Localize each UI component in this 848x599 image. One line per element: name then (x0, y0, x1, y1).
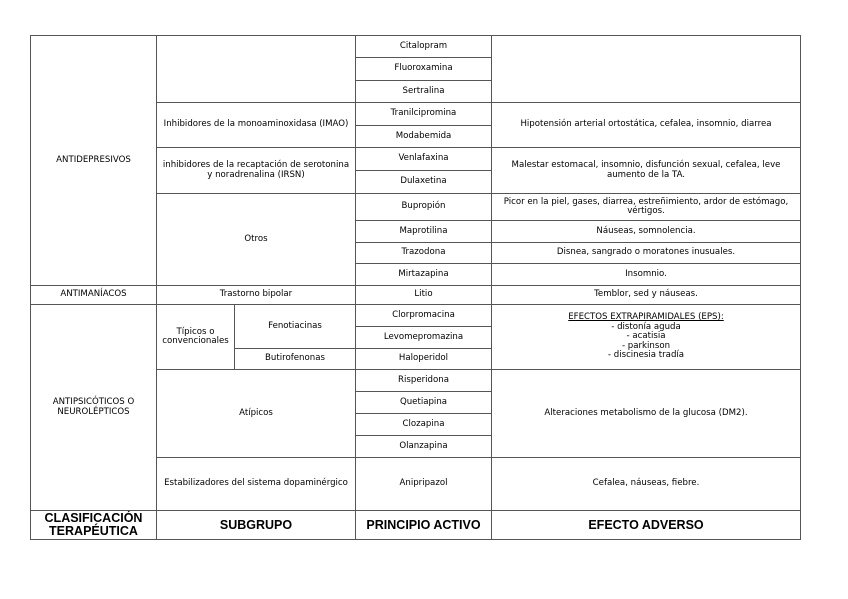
drug-cell: Quetiapina (356, 392, 492, 414)
drug-cell: Tranilcipromina (356, 103, 492, 126)
effect-cell: Insomnio. (492, 264, 801, 286)
effect-cell: Cefalea, náuseas, fiebre. (492, 458, 801, 511)
table-row (31, 305, 801, 327)
subgroup-isrs-empty (157, 36, 356, 103)
header-subgrupo: SUBGRUPO (157, 511, 356, 540)
drug-cell: Mirtazapina (356, 264, 492, 286)
effect-irsn: Malestar estomacal, insomnio, disfunción sexual, cefalea, leve aumento de la TA. (492, 148, 801, 194)
subgroup-otros: Otros (157, 194, 356, 286)
table-row (31, 36, 801, 58)
effect-cell: Temblor, sed y náuseas. (492, 286, 801, 305)
table-header-row (31, 511, 801, 540)
drug-cell: Citalopram (356, 36, 492, 58)
drug-cell: Modabemida (356, 126, 492, 148)
effect-cell: Disnea, sangrado o moratones inusuales. (492, 243, 801, 264)
drug-cell: Anipripazol (356, 458, 492, 511)
drug-cell: Litio (356, 286, 492, 305)
effect-eps (492, 305, 801, 370)
drug-cell: Haloperidol (356, 349, 492, 370)
effect-cell: Náuseas, somnolencia. (492, 221, 801, 243)
drug-cell: Dulaxetina (356, 171, 492, 194)
drug-cell: Fluoroxamina (356, 58, 492, 81)
drug-classification-table (30, 35, 801, 540)
drug-cell: Bupropión (356, 194, 492, 221)
subgroup-fenotiacinas: Fenotiacinas (235, 305, 356, 349)
effect-cell: Picor en la piel, gases, diarrea, estreñimiento, ardor de estómago, vértigos. (492, 194, 801, 221)
subgroup-estabilizadores: Estabilizadores del sistema dopaminérgico (157, 458, 356, 511)
eps-item: - discinesia tradía (607, 350, 685, 361)
header-efecto: EFECTO ADVERSO (492, 511, 801, 540)
subgroup-atipicos: Atípicos (157, 370, 356, 458)
class-antimaniacos: ANTIMANÍACOS (31, 286, 157, 305)
drug-cell: Venlafaxina (356, 148, 492, 171)
drug-cell: Risperidona (356, 370, 492, 392)
drug-cell: Trazodona (356, 243, 492, 264)
subgroup-irsn: inhibidores de la recaptación de serotonina y noradrenalina (IRSN) (157, 148, 356, 194)
effect-imao: Hipotensión arterial ortostática, cefalea, insomnio, diarrea (492, 103, 801, 148)
drug-cell: Olanzapina (356, 436, 492, 458)
eps-title: EFECTOS EXTRAPIRAMIDALES (EPS): (568, 312, 724, 323)
subgroup-tipicos: Típicos o convencionales (157, 305, 235, 370)
eps-item: - parkinson (621, 340, 671, 351)
effect-isrs-empty (492, 36, 801, 103)
class-antipsicoticos: ANTIPSICÓTICOS O NEUROLÉPTICOS (31, 305, 157, 511)
drug-cell: Clozapina (356, 414, 492, 436)
subgroup-imao: Inhibidores de la monoaminoxidasa (IMAO) (157, 103, 356, 148)
header-clasificacion: CLASIFICACIÓN TERAPÉUTICA (31, 511, 157, 540)
eps-item: - acatisia (626, 331, 666, 342)
eps-item: - distonía aguda (611, 321, 681, 332)
header-principio: PRINCIPIO ACTIVO (356, 511, 492, 540)
drug-cell: Levomepromazina (356, 327, 492, 349)
drug-cell: Sertralina (356, 81, 492, 103)
drug-cell: Maprotilina (356, 221, 492, 243)
drug-cell: Clorpromacina (356, 305, 492, 327)
subgroup-butirofenonas: Butirofenonas (235, 349, 356, 370)
subgroup-bipolar: Trastorno bipolar (157, 286, 356, 305)
class-antidepresivos: ANTIDEPRESIVOS (31, 36, 157, 286)
table-row (31, 286, 801, 305)
effect-atipicos: Alteraciones metabolismo de la glucosa (DM2). (492, 370, 801, 458)
